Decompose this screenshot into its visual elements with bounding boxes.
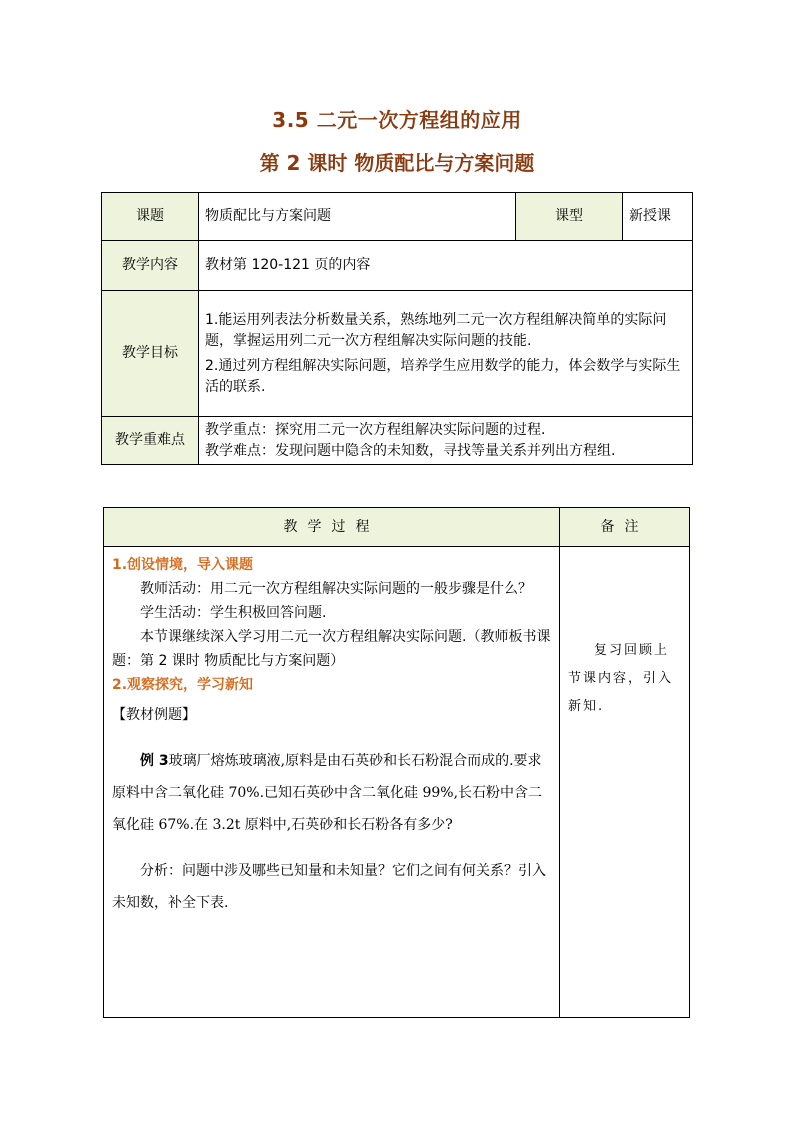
note-cell — [560, 547, 690, 1018]
teacher-activity: 教师活动：用二元一次方程组解决实际问题的一般步骤是什么？ — [140, 581, 532, 597]
example-text: 玻璃厂熔炼玻璃液,原料是由石英砂和长石粉混合而成的.要求原料中含二氧化硅 70%.已知石英砂中含二氧化硅 99%,长石粉中含二氧化硅 67%.在 3.2t 原料中,石英砂和长石粉各有多少? — [112, 753, 543, 833]
example-label: 例 3 — [140, 753, 169, 769]
key-label: 教学重难点 — [102, 417, 199, 465]
content-value: 教材第 120-121 页的内容 — [199, 241, 693, 291]
process-content — [104, 547, 560, 1018]
type-value: 新授课 — [623, 193, 693, 241]
info-table — [101, 192, 693, 465]
note-text: 复习回顾上节课内容，引入新知. — [568, 643, 674, 714]
difficult-point: 教学难点：发现问题中隐含的未知数，寻找等量关系并列出方程组. — [205, 442, 616, 459]
example-3 — [112, 745, 553, 841]
type-label: 课型 — [516, 193, 623, 241]
goals-cell — [199, 291, 693, 417]
goal-item: 1.能运用列表法分析数量关系，熟练地列二元一次方程组解决简单的实际问题，掌握运用列二元一次方程组解决实际问题的技能. — [205, 311, 667, 349]
key-point: 教学重点：探究用二元一次方程组解决实际问题的过程. — [205, 421, 546, 438]
key-points-cell — [199, 417, 693, 465]
topic-label: 课题 — [102, 193, 199, 241]
topic-value: 物质配比与方案问题 — [199, 193, 516, 241]
section-1-title: 1.创设情境，导入课题 — [112, 557, 254, 573]
analysis-text: 分析：问题中涉及哪些已知量和未知量？它们之间有何关系？引入未知数，补全下表. — [112, 863, 546, 911]
goal-item: 2.通过列方程组解决实际问题，培养学生应用数学的能力，体会数学与实际生活的联系. — [205, 357, 681, 395]
student-activity: 学生活动：学生积极回答问题. — [140, 605, 327, 621]
lesson-subtitle: 第 2 课时 物质配比与方案问题 — [259, 151, 535, 175]
section-2-title: 2.观察探究，学习新知 — [112, 677, 254, 693]
process-header: 教学过程 — [104, 508, 560, 547]
content-label: 教学内容 — [102, 241, 199, 291]
textbook-tag: 【教材例题】 — [112, 707, 196, 723]
lesson-title: 3.5 二元一次方程组的应用 — [272, 108, 522, 132]
goals-label: 教学目标 — [102, 291, 199, 417]
process-table — [103, 507, 690, 1018]
notes-header: 备注 — [560, 508, 690, 547]
continue-text: 本节课继续深入学习用二元一次方程组解决实际问题.（教师板书课题：第 2 课时 物质配比与方案问题） — [112, 629, 551, 669]
